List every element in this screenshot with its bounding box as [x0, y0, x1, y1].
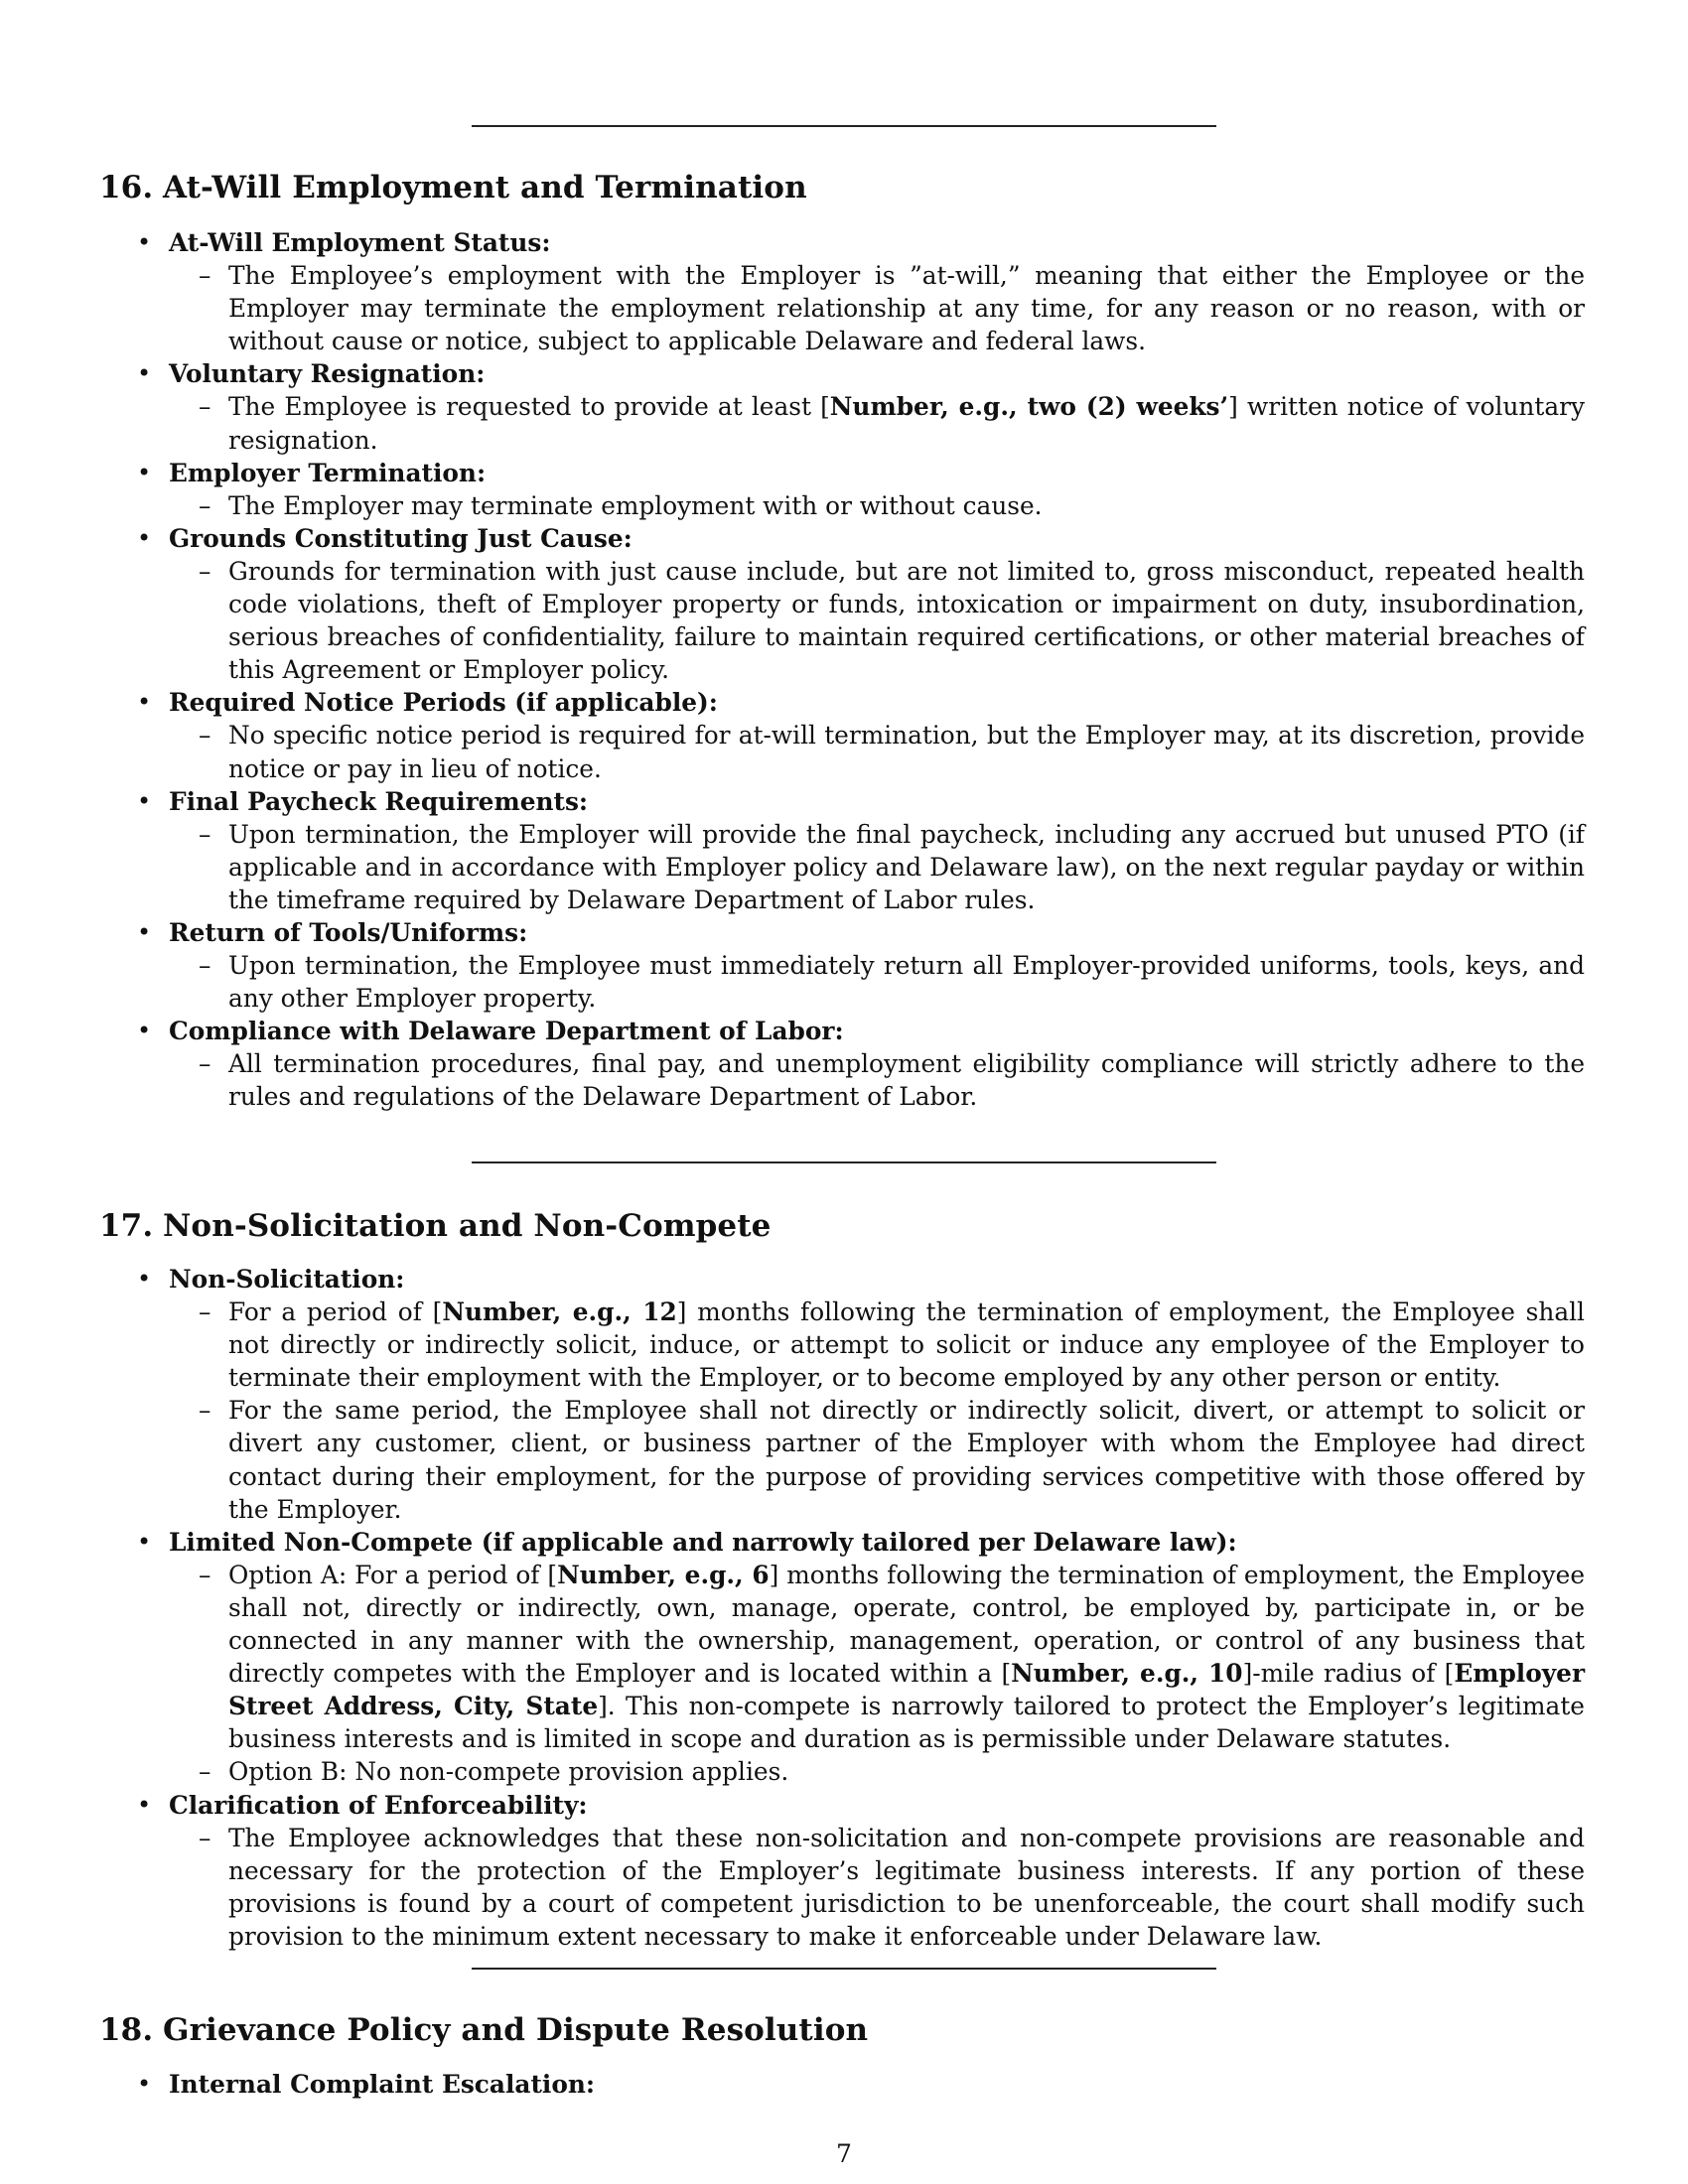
list-item: [135, 1263, 1585, 1526]
bullet-icon: •: [137, 523, 152, 552]
dash-icon: –: [199, 556, 211, 586]
dash-icon: –: [199, 1560, 211, 1589]
section-18-title: 18. Grievance Policy and Dispute Resolution: [99, 2012, 869, 2048]
bullet-icon: •: [137, 1017, 152, 1045]
sub-item: – Upon termination, the Employee must immediately return all Employer-provided uniforms, tools, keys, and any other Employer property.: [199, 951, 1585, 1014]
item-heading: Return of Tools/Uniforms:: [169, 917, 528, 947]
section-16-title: 16. At-Will Employment and Termination: [99, 170, 807, 205]
placeholder-text: Number, e.g., 12: [442, 1297, 677, 1327]
list-item: [135, 1526, 1585, 1789]
bullet-icon: •: [137, 1265, 152, 1293]
bullet-icon: •: [137, 786, 152, 815]
list-item: [135, 357, 1585, 456]
item-heading: At-Will Employment Status:: [169, 228, 551, 257]
section-17-title: 17. Non-Solicitation and Non-Compete: [99, 1208, 772, 1244]
bullet-icon: •: [137, 917, 152, 946]
list-item: [135, 686, 1585, 784]
sub-item: – The Employee’s employment with the Employer is ”at-will,” meaning that either the Employee or the Employer may terminate the employment relationship at any time, for any reason or no reason, with or without cause or notice, subject to applicable Delaware and federal laws.: [199, 261, 1585, 356]
placeholder-text: Number, e.g., 10: [1011, 1659, 1243, 1689]
section-divider: [472, 125, 1216, 127]
list-item: [135, 457, 1585, 522]
list-item: [135, 522, 1585, 686]
sub-item: – For a period of [Number, e.g., 12] months following the termination of employment, the Employee shall not directly or indirectly solicit, induce, or attempt to solicit or induce any employee of the Employer to terminate their employment with the Employer, or to become employed by any other person or entity.: [199, 1297, 1585, 1393]
list-item: [135, 2068, 1585, 2101]
sub-item: – The Employer may terminate employment with or without cause.: [169, 489, 1585, 522]
item-heading: Grounds Constituting Just Cause:: [169, 523, 633, 553]
dash-icon: –: [199, 392, 211, 422]
list-item: [135, 1015, 1585, 1113]
bullet-icon: •: [137, 359, 152, 388]
item-heading: Employer Termination:: [169, 458, 487, 487]
bullet-icon: •: [137, 1527, 152, 1556]
item-heading: Voluntary Resignation:: [169, 359, 486, 389]
section-divider: [472, 1161, 1216, 1163]
section-17-list: [135, 1263, 1585, 1953]
page-number: 7: [836, 2139, 852, 2168]
dash-icon: –: [199, 1049, 211, 1079]
sub-item: – The Employee acknowledges that these non-solicitation and non-compete provisions are reasonable and necessary for the protection of the Employer’s legitimate business interests. If any portion of these provisions is found by a court of competent jurisdiction to be unenforceable, the court shall modify such provision to the minimum extent necessary to make it enforceable under Delaware law.: [199, 1823, 1585, 1951]
sub-item: – Grounds for termination with just cause include, but are not limited to, gross misconduct, repeated health code violations, theft of Employer property or funds, intoxication or impairment on duty, insubordination, serious breaches of confidentiality, failure to maintain required certifications, or other material breaches of this Agreement or Employer policy.: [199, 556, 1585, 685]
item-heading: Required Notice Periods (if applicable):: [169, 688, 718, 718]
sub-item: – No specific notice period is required for at-will termination, but the Employer may, at its discretion, provide notice or pay in lieu of notice.: [199, 721, 1585, 783]
item-heading: Limited Non-Compete (if applicable and narrowly tailored per Delaware law):: [169, 1527, 1237, 1557]
list-item: [135, 1789, 1585, 1953]
item-heading: Clarification of Enforceability:: [169, 1790, 588, 1820]
dash-icon: –: [199, 1396, 211, 1426]
dash-icon: –: [199, 261, 211, 291]
dash-icon: –: [199, 819, 211, 849]
dash-icon: –: [199, 721, 211, 751]
dash-icon: –: [199, 1757, 211, 1787]
placeholder-text: Employer Street Address, City, State: [228, 1659, 1586, 1721]
list-item: [135, 226, 1585, 357]
placeholder-text: Number, e.g., 6: [557, 1560, 770, 1589]
bullet-icon: •: [137, 2070, 152, 2098]
sub-item: – Upon termination, the Employer will provide the final paycheck, including any accrued but unused PTO (if applicable and in accordance with Employer policy and Delaware law), on the next regular payday or within the timeframe required by Delaware Department of Labor rules.: [199, 819, 1585, 914]
section-divider: [472, 1968, 1216, 1970]
item-heading: Final Paycheck Requirements:: [169, 786, 589, 816]
sub-item: – For the same period, the Employee shall not directly or indirectly solicit, divert, or attempt to solicit or divert any customer, client, or business partner of the Employer with whom the Employee had direct contact during their employment, for the purpose of providing services competitive with those offered by the Employer.: [199, 1396, 1585, 1524]
item-heading: Internal Complaint Escalation:: [169, 2070, 596, 2099]
bullet-icon: •: [137, 228, 152, 256]
sub-item: – Option B: No non-compete provision applies.: [169, 1755, 1585, 1788]
list-item: [135, 916, 1585, 1015]
dash-icon: –: [199, 951, 211, 981]
dash-icon: –: [199, 490, 211, 520]
sub-item: – Option A: For a period of [Number, e.g., 6] months following the termination of employment, the Employee shall not, directly or indirectly, own, manage, operate, control, be employed by, participate in, or be connected in any manner with the ownership, management, operation, or control of any business that directly competes with the Employer and is located within a [Number, e.g., 10]-mile radius of [Employer Street Address, City, State]. This non-compete is narrowly tailored to protect the Employer’s legitimate business interests and is limited in scope and duration as is permissible under Delaware statutes.: [199, 1560, 1586, 1754]
list-item: [135, 785, 1585, 916]
section-16-list: [135, 226, 1585, 1114]
dash-icon: –: [199, 1297, 211, 1327]
section-18-list: [135, 2068, 1585, 2101]
dash-icon: –: [199, 1823, 211, 1852]
item-heading: Non-Solicitation:: [169, 1265, 405, 1294]
bullet-icon: •: [137, 688, 152, 717]
bullet-icon: •: [137, 1790, 152, 1819]
placeholder-text: Number, e.g., two (2) weeks’: [829, 392, 1229, 422]
sub-item: – The Employee is requested to provide at least [Number, e.g., two (2) weeks’] written notice of voluntary resignation.: [199, 392, 1585, 455]
sub-item: – All termination procedures, final pay, and unemployment eligibility compliance will strictly adhere to the rules and regulations of the Delaware Department of Labor.: [199, 1049, 1585, 1112]
bullet-icon: •: [137, 458, 152, 486]
item-heading: Compliance with Delaware Department of Labor:: [169, 1017, 844, 1046]
